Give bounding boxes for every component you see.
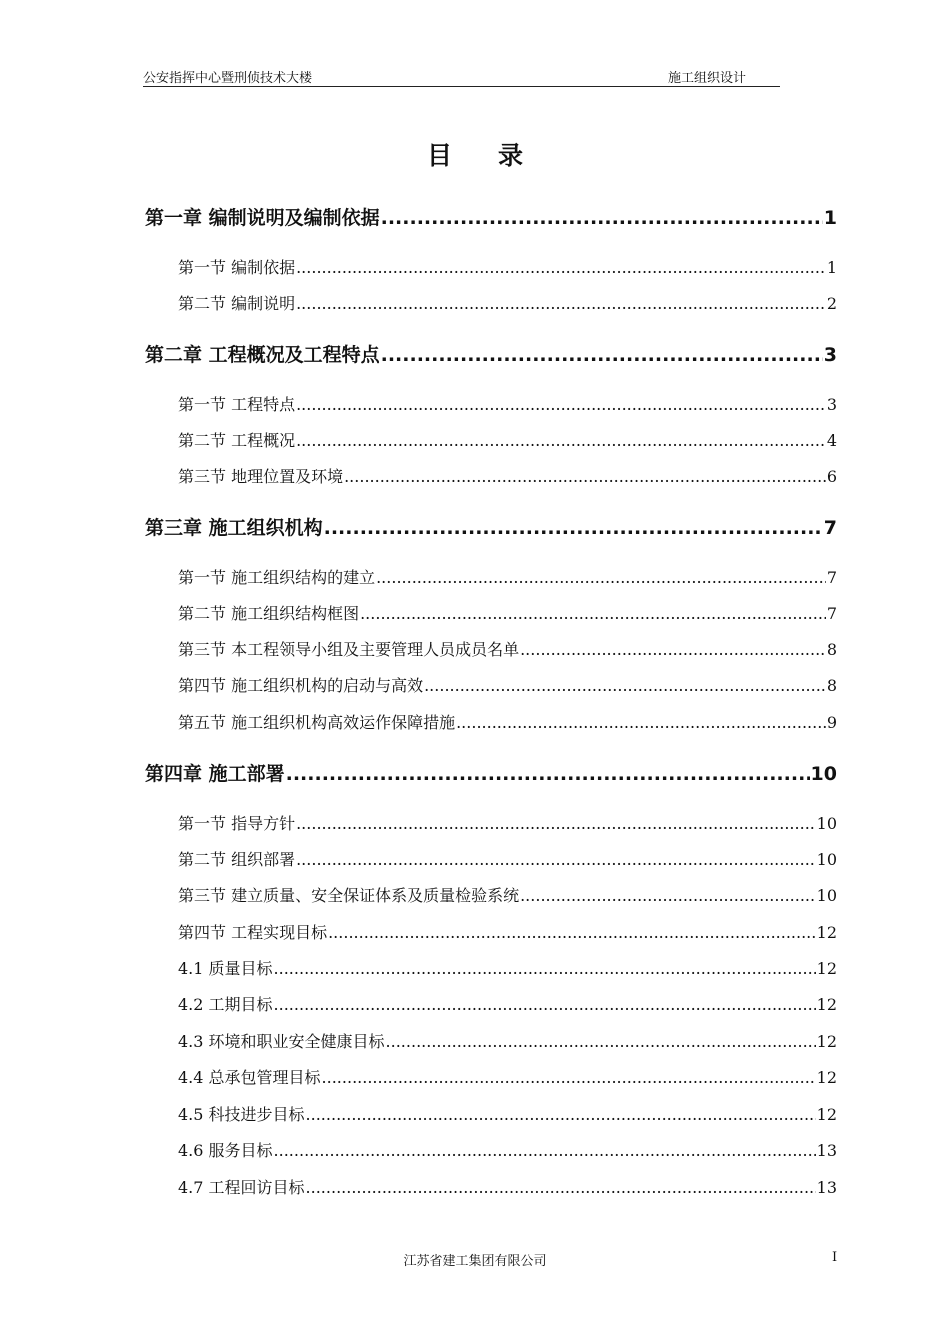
toc-dot-leader: [424, 676, 826, 695]
toc-entry-label: 4.1 质量目标: [178, 959, 273, 978]
toc-entry-label: 第二节 施工组织结构框图: [178, 604, 360, 623]
toc-section-entry[interactable]: [178, 920, 837, 943]
toc-entry-label: 第三节 建立质量、安全保证体系及质量检验系统: [178, 886, 520, 905]
toc-entry-page-number: 3: [823, 344, 837, 366]
toc-section-entry[interactable]: [178, 883, 837, 906]
toc-entry-label: 第二节 工程概况: [178, 431, 296, 450]
toc-section-entry[interactable]: [178, 673, 837, 696]
toc-entry-label: 第四章 施工部署: [145, 763, 285, 785]
toc-dot-leader: [306, 1178, 816, 1197]
toc-entry-label: 4.4 总承包管理目标: [178, 1068, 321, 1087]
toc-section-entry[interactable]: [178, 710, 837, 733]
toc-entry-label: 第三节 地理位置及环境: [178, 467, 344, 486]
toc-dot-leader: [296, 814, 816, 833]
toc-entry-page-number: 12: [816, 923, 837, 942]
toc-entry-label: 4.7 工程回访目标: [178, 1178, 305, 1197]
toc-dot-leader: [274, 1141, 816, 1160]
toc-entry-page-number: 1: [826, 258, 837, 277]
toc-section-entry[interactable]: [178, 428, 837, 451]
toc-entry-page-number: 6: [826, 467, 837, 486]
toc-entry-page-number: 12: [816, 1032, 837, 1051]
toc-dot-leader: [386, 1032, 816, 1051]
toc-entry-label: 第一章 编制说明及编制依据: [145, 207, 380, 229]
toc-chapter-entry[interactable]: [145, 340, 837, 367]
toc-entry-page-number: 7: [826, 604, 837, 623]
toc-dot-leader: [296, 431, 826, 450]
header-project-name: 公安指挥中心暨刑侦技术大楼: [143, 71, 313, 86]
toc-dot-leader: [344, 467, 826, 486]
toc-dot-leader: [274, 959, 816, 978]
footer-page-number: I: [832, 1250, 838, 1265]
toc-section-entry[interactable]: [178, 291, 837, 314]
toc-entry-label: 第一节 指导方针: [178, 814, 296, 833]
toc-chapter-entry[interactable]: [145, 759, 837, 786]
toc-dot-leader: [360, 604, 826, 623]
toc-entry-label: 第二章 工程概况及工程特点: [145, 344, 380, 366]
toc-entry-page-number: 10: [816, 886, 837, 905]
toc-section-entry[interactable]: [178, 1138, 837, 1161]
toc-entry-page-number: 7: [823, 517, 837, 539]
toc-dot-leader: [381, 344, 823, 366]
toc-dot-leader: [376, 568, 826, 587]
toc-entry-page-number: 2: [826, 294, 837, 313]
toc-dot-leader: [520, 640, 826, 659]
toc-section-entry[interactable]: [178, 1175, 837, 1198]
toc-entry-page-number: 7: [826, 568, 837, 587]
toc-entry-label: 第二节 编制说明: [178, 294, 296, 313]
toc-entry-label: 第四节 工程实现目标: [178, 923, 328, 942]
toc-entry-page-number: 10: [816, 850, 837, 869]
toc-section-entry[interactable]: [178, 1065, 837, 1088]
toc-section-entry[interactable]: [178, 565, 837, 588]
toc-dot-leader: [306, 1105, 816, 1124]
toc-dot-leader: [296, 294, 826, 313]
toc-entry-label: 4.5 科技进步目标: [178, 1105, 305, 1124]
toc-chapter-entry[interactable]: [145, 203, 837, 230]
toc-section-entry[interactable]: [178, 811, 837, 834]
toc-dot-leader: [274, 995, 816, 1014]
toc-dot-leader: [296, 395, 826, 414]
toc-entry-label: 4.6 服务目标: [178, 1141, 273, 1160]
toc-entry-label: 第一节 施工组织结构的建立: [178, 568, 376, 587]
toc-section-entry[interactable]: [178, 992, 837, 1015]
toc-dot-leader: [286, 763, 810, 785]
footer-company: 江苏省建工集团有限公司: [403, 1254, 547, 1269]
toc-section-entry[interactable]: [178, 847, 837, 870]
toc-entry-page-number: 3: [826, 395, 837, 414]
toc-section-entry[interactable]: [178, 255, 837, 278]
toc-entry-page-number: 10: [816, 814, 837, 833]
toc-entry-page-number: 12: [816, 1068, 837, 1087]
toc-entry-label: 4.2 工期目标: [178, 995, 273, 1014]
toc-chapter-entry[interactable]: [145, 513, 837, 540]
toc-section-entry[interactable]: [178, 1029, 837, 1052]
toc-dot-leader: [328, 923, 816, 942]
toc-section-entry[interactable]: [178, 601, 837, 624]
toc-dot-leader: [381, 207, 823, 229]
page-header: [143, 66, 780, 87]
toc-entry-page-number: 4: [826, 431, 837, 450]
toc-entry-page-number: 1: [823, 207, 837, 229]
toc-dot-leader: [296, 258, 826, 277]
toc-section-entry[interactable]: [178, 1102, 837, 1125]
toc-section-entry[interactable]: [178, 637, 837, 660]
toc-entry-page-number: 8: [826, 640, 837, 659]
toc-title: 目录: [426, 141, 569, 170]
toc-entry-page-number: 10: [810, 763, 837, 785]
toc-dot-leader: [296, 850, 816, 869]
toc-entry-label: 第一节 编制依据: [178, 258, 296, 277]
toc-dot-leader: [520, 886, 816, 905]
toc-entry-page-number: 13: [816, 1178, 837, 1197]
toc-dot-leader: [324, 517, 823, 539]
toc-section-entry[interactable]: [178, 956, 837, 979]
toc-entry-label: 第二节 组织部署: [178, 850, 296, 869]
toc-dot-leader: [322, 1068, 816, 1087]
toc-entry-label: 第一节 工程特点: [178, 395, 296, 414]
toc-entry-label: 第三节 本工程领导小组及主要管理人员成员名单: [178, 640, 520, 659]
toc-entry-label: 4.3 环境和职业安全健康目标: [178, 1032, 385, 1051]
toc-entry-page-number: 9: [826, 713, 837, 732]
toc-entry-page-number: 13: [816, 1141, 837, 1160]
toc-entry-label: 第三章 施工组织机构: [145, 517, 323, 539]
header-document-type: 施工组织设计: [668, 71, 747, 86]
toc-entry-label: 第五节 施工组织机构高效运作保障措施: [178, 713, 456, 732]
toc-entry-page-number: 12: [816, 959, 837, 978]
toc-section-entry[interactable]: [178, 464, 837, 487]
toc-entry-page-number: 12: [816, 995, 837, 1014]
toc-section-entry[interactable]: [178, 392, 837, 415]
toc-entry-label: 第四节 施工组织机构的启动与高效: [178, 676, 424, 695]
toc-dot-leader: [456, 713, 826, 732]
toc-entry-page-number: 12: [816, 1105, 837, 1124]
toc-entry-page-number: 8: [826, 676, 837, 695]
